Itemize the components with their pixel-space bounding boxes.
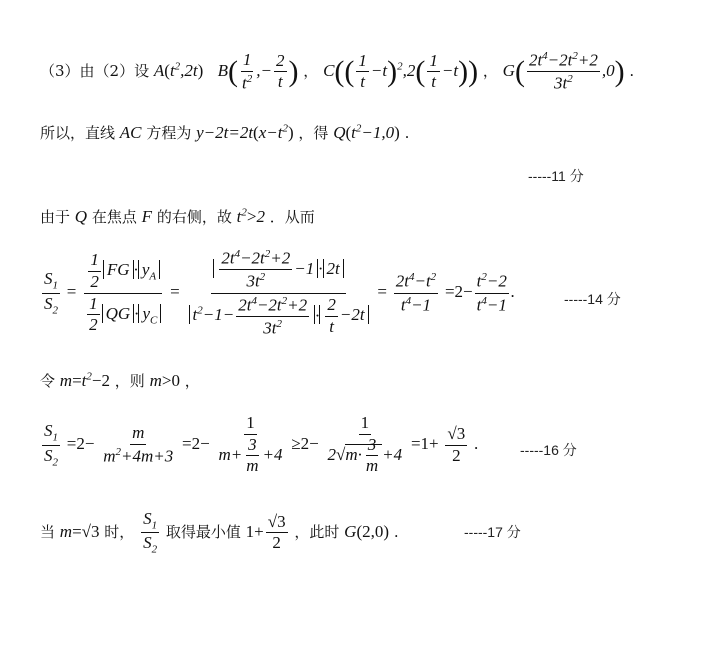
point-c-formula: C(( $\frac{1}{t}$ −t)$^2$,2( $\frac{1}{t}$ −t))	[323, 50, 479, 92]
t-squared-gt-2: $t^2>2$	[236, 206, 265, 226]
point-g-value: G(2,0)	[344, 521, 390, 541]
text-segment: ，则	[114, 372, 145, 390]
inequality-formula	[40, 414, 478, 476]
point-b-formula: B( $\frac{1}{t^2}$ ,− $\frac{2}{t}$ )	[217, 49, 299, 93]
expr-d: =1+	[410, 434, 439, 454]
fraction-sqrt: 1 2√m· $\frac{3}{m}$ +4	[327, 413, 403, 476]
text-segment: 在焦点	[91, 208, 137, 226]
expr-c: ≥2−	[291, 434, 319, 454]
area-ratio-formula	[40, 248, 515, 338]
step-label: （3）由（2）设	[40, 61, 150, 80]
text-segment: 时，	[104, 522, 135, 541]
line-ac-name: AC	[119, 123, 142, 142]
substitution-line	[40, 370, 200, 391]
text-segment: 令	[40, 372, 56, 390]
end-mark: .	[629, 61, 635, 80]
text-segment: 的右侧，故	[156, 208, 232, 226]
line-ac-equation	[40, 122, 409, 143]
text-segment: 方程为	[146, 124, 192, 142]
condition-line	[40, 206, 315, 227]
ac-equation: $y-2t=2t(x-t^2)$	[196, 122, 294, 142]
sep-comma: ，	[303, 61, 319, 80]
point-q-formula: $Q(t^2-1,0)$	[333, 122, 400, 142]
text-segment: 所以，直线	[40, 124, 116, 142]
simplified-fraction: $\frac{2t^4-t^2}{t^4-1}$	[395, 271, 437, 315]
area-fraction: $\frac{1}{2}$ FG · $y_A$ $\frac{1}{2}$ QG · $y_C$	[83, 251, 163, 335]
final-expression: =2− $\frac{t^2-2}{t^4-1}$ .	[444, 271, 516, 315]
equals-sign: =	[377, 282, 387, 302]
text-segment: ，得	[298, 124, 329, 142]
expr-a: =2−	[66, 434, 95, 454]
score-11: -----11 分	[528, 168, 584, 184]
point-g-formula: G( $\frac{2t^4-2t^2+2}{3t^2}$ ,0)	[502, 50, 625, 93]
min-value: 1+ $\frac{√3}{2}$	[245, 511, 286, 553]
sep-comma: ，	[482, 61, 498, 80]
expr-b: =2−	[182, 434, 210, 454]
expanded-fraction: $\frac{2t^4-2t^2+2}{3t^2}$ −1 · 2t $t^2-1-$ $\frac{2t^4-2t^2+2}{3t^2}$ · $\frac{2}{t}$ −2t	[187, 248, 371, 338]
text-segment: ，	[184, 372, 200, 390]
step3-line	[40, 50, 634, 94]
m-definition: $m=t^2-2$	[59, 370, 110, 390]
equals-sign: =	[66, 282, 77, 302]
end-mark: .	[393, 522, 399, 541]
text-segment: 由于	[40, 208, 71, 226]
text-segment: 当	[40, 522, 56, 541]
score-14: -----14 分	[564, 291, 621, 307]
ratio-s1-s2: $\frac{S_1}{S_2}$	[44, 269, 58, 317]
equals-sign: =	[170, 282, 180, 302]
text-segment: ．从而	[269, 208, 315, 226]
conclusion-line	[40, 510, 399, 556]
end-mark: .	[404, 124, 410, 142]
fraction-m: $\frac{m}{m^2+4m+3}$	[103, 423, 174, 466]
fraction-one: 1 m+ $\frac{3}{m}$ +4	[218, 413, 283, 476]
m-positive: m>0	[149, 371, 180, 390]
text-segment: 取得最小值	[165, 522, 241, 541]
text-segment: ，此时	[294, 522, 340, 541]
ratio-s1-s2: $\frac{S_1}{S_2}$	[143, 509, 158, 556]
ratio-s1-s2: $\frac{S_1}{S_2}$	[44, 421, 58, 469]
period: .	[474, 434, 479, 454]
point-a-formula: $A(t^2,2t)$	[153, 60, 204, 80]
fraction-sqrt3: $\frac{√3}{2}$	[447, 423, 466, 465]
score-17: -----17 分	[464, 524, 521, 540]
point-q: Q	[74, 207, 88, 226]
m-equals-sqrt3: m=√3	[59, 521, 100, 541]
focus-f: F	[141, 207, 153, 226]
score-16: -----16 分	[520, 442, 577, 458]
